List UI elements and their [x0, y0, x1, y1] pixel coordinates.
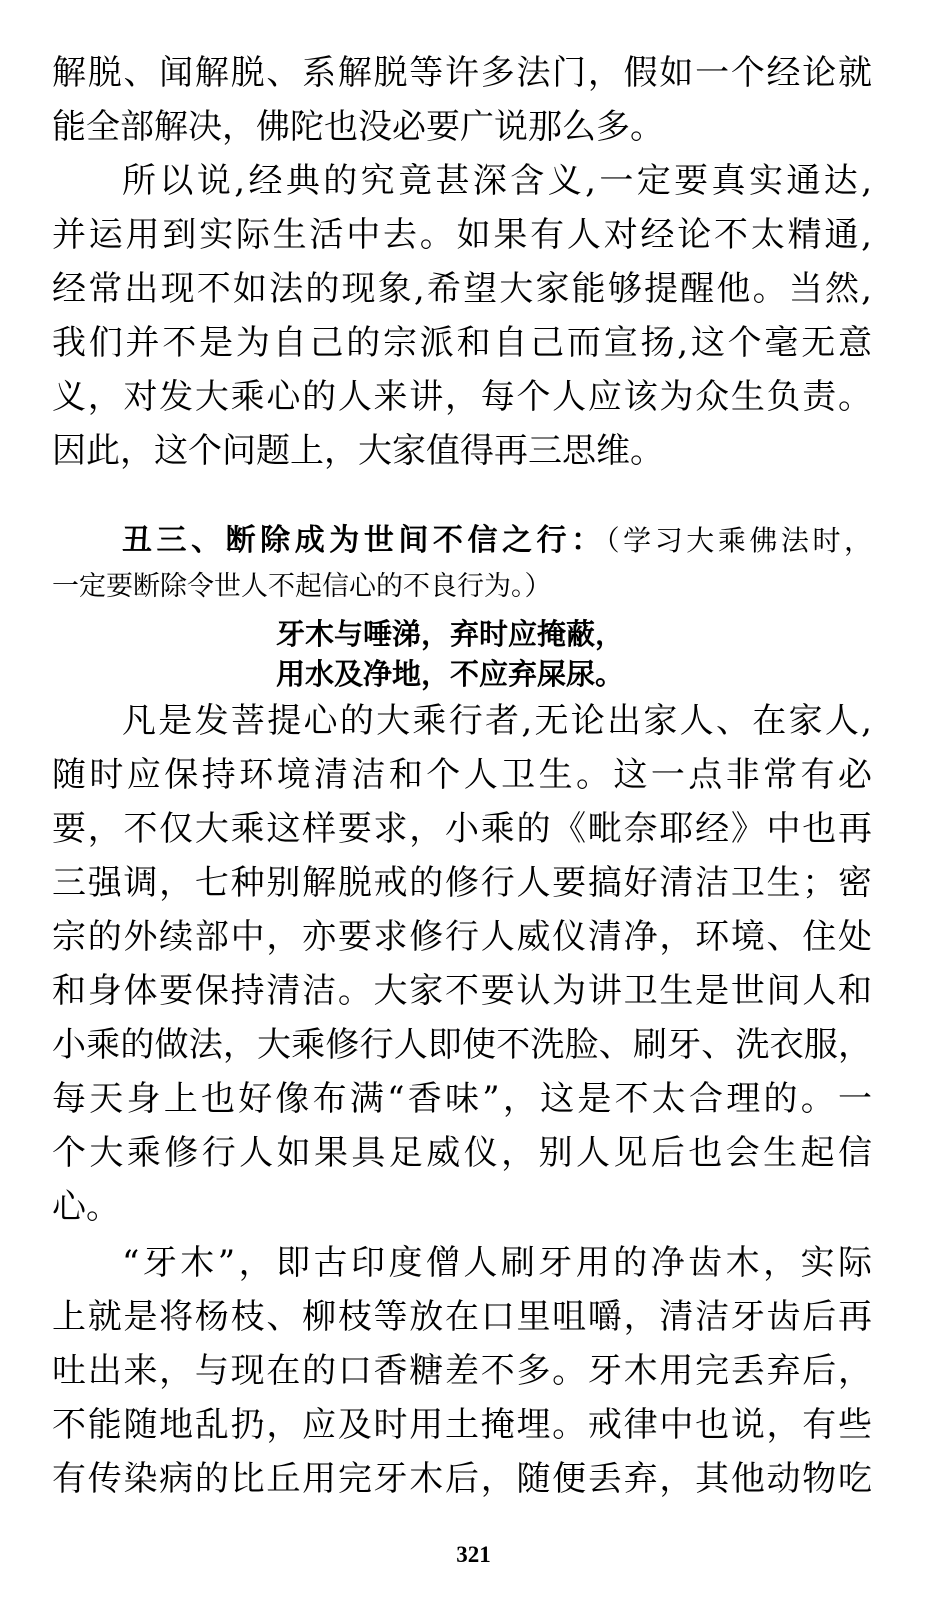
section-heading — [122, 516, 872, 566]
paragraph-3-line-7: 小乘的做法，大乘修行人即使不洗脸、刷牙、洗衣服， — [52, 1025, 872, 1065]
paragraph-3-line-8: 每天身上也好像布满“香味”，这是不太合理的。一 — [52, 1079, 872, 1119]
paragraph-4-line-3: 吐出来，与现在的口香糖差不多。牙木用完丢弃后， — [52, 1351, 872, 1391]
paragraph-4-line-2: 上就是将杨枝、柳枝等放在口里咀嚼，清洁牙齿后再 — [52, 1297, 872, 1337]
page-number: 321 — [456, 1542, 491, 1567]
paragraph-2-line-5: 义，对发大乘心的人来讲，每个人应该为众生负责。 — [52, 377, 872, 417]
paragraph-3-line-2: 随时应保持环境清洁和个人卫生。这一点非常有必 — [52, 755, 872, 795]
paragraph-3-line-10: 心。 — [52, 1187, 120, 1227]
section-subtitle-part-2: 一定要断除令世人不起信心的不良行为。） — [52, 571, 552, 602]
paragraph-2-line-3: 经常出现不如法的现象,希望大家能够提醒他。当然, — [52, 269, 872, 309]
paragraph-2-line-4: 我们并不是为自己的宗派和自己而宣扬,这个毫无意 — [52, 323, 872, 363]
paragraph-3-line-1: 凡是发菩提心的大乘行者,无论出家人、在家人, — [122, 701, 872, 741]
paragraph-1-line-1: 解脱、闻解脱、系解脱等许多法门，假如一个经论就 — [52, 53, 872, 93]
verse-line-1: 牙木与唾涕，弃时应掩蔽， — [276, 617, 625, 651]
paragraph-3-line-4: 三强调，七种别解脱戒的修行人要搞好清洁卫生；密 — [52, 863, 872, 903]
paragraph-2-line-1: 所以说,经典的究竟甚深含义,一定要真实通达, — [122, 161, 872, 201]
paragraph-3-line-5: 宗的外续部中，亦要求修行人威仪清净，环境、住处 — [52, 917, 872, 957]
verse-line-2: 用水及净地，不应弃屎尿。 — [276, 657, 625, 691]
paragraph-3-line-9: 个大乘修行人如果具足威仪，别人见后也会生起信 — [52, 1133, 872, 1173]
section-subtitle-part-1: （学习大乘佛法时， — [605, 524, 872, 557]
section-title: 丑三、断除成为世间不信之行： — [122, 523, 606, 558]
paragraph-4-line-1: “牙木”，即古印度僧人刷牙用的净齿木，实际 — [122, 1243, 872, 1283]
paragraph-1-line-2: 能全部解决，佛陀也没必要广说那么多。 — [52, 107, 664, 147]
paragraph-4-line-4: 不能随地乱扔，应及时用土掩埋。戒律中也说，有些 — [52, 1405, 872, 1445]
paragraph-2-line-6: 因此，这个问题上，大家值得再三思维。 — [52, 431, 664, 471]
paragraph-4-line-5: 有传染病的比丘用完牙木后，随便丢弃，其他动物吃 — [52, 1459, 872, 1499]
paragraph-2-line-2: 并运用到实际生活中去。如果有人对经论不太精通, — [52, 215, 872, 255]
paragraph-3-line-6: 和身体要保持清洁。大家不要认为讲卫生是世间人和 — [52, 971, 872, 1011]
paragraph-3-line-3: 要，不仅大乘这样要求，小乘的《毗奈耶经》中也再 — [52, 809, 872, 849]
